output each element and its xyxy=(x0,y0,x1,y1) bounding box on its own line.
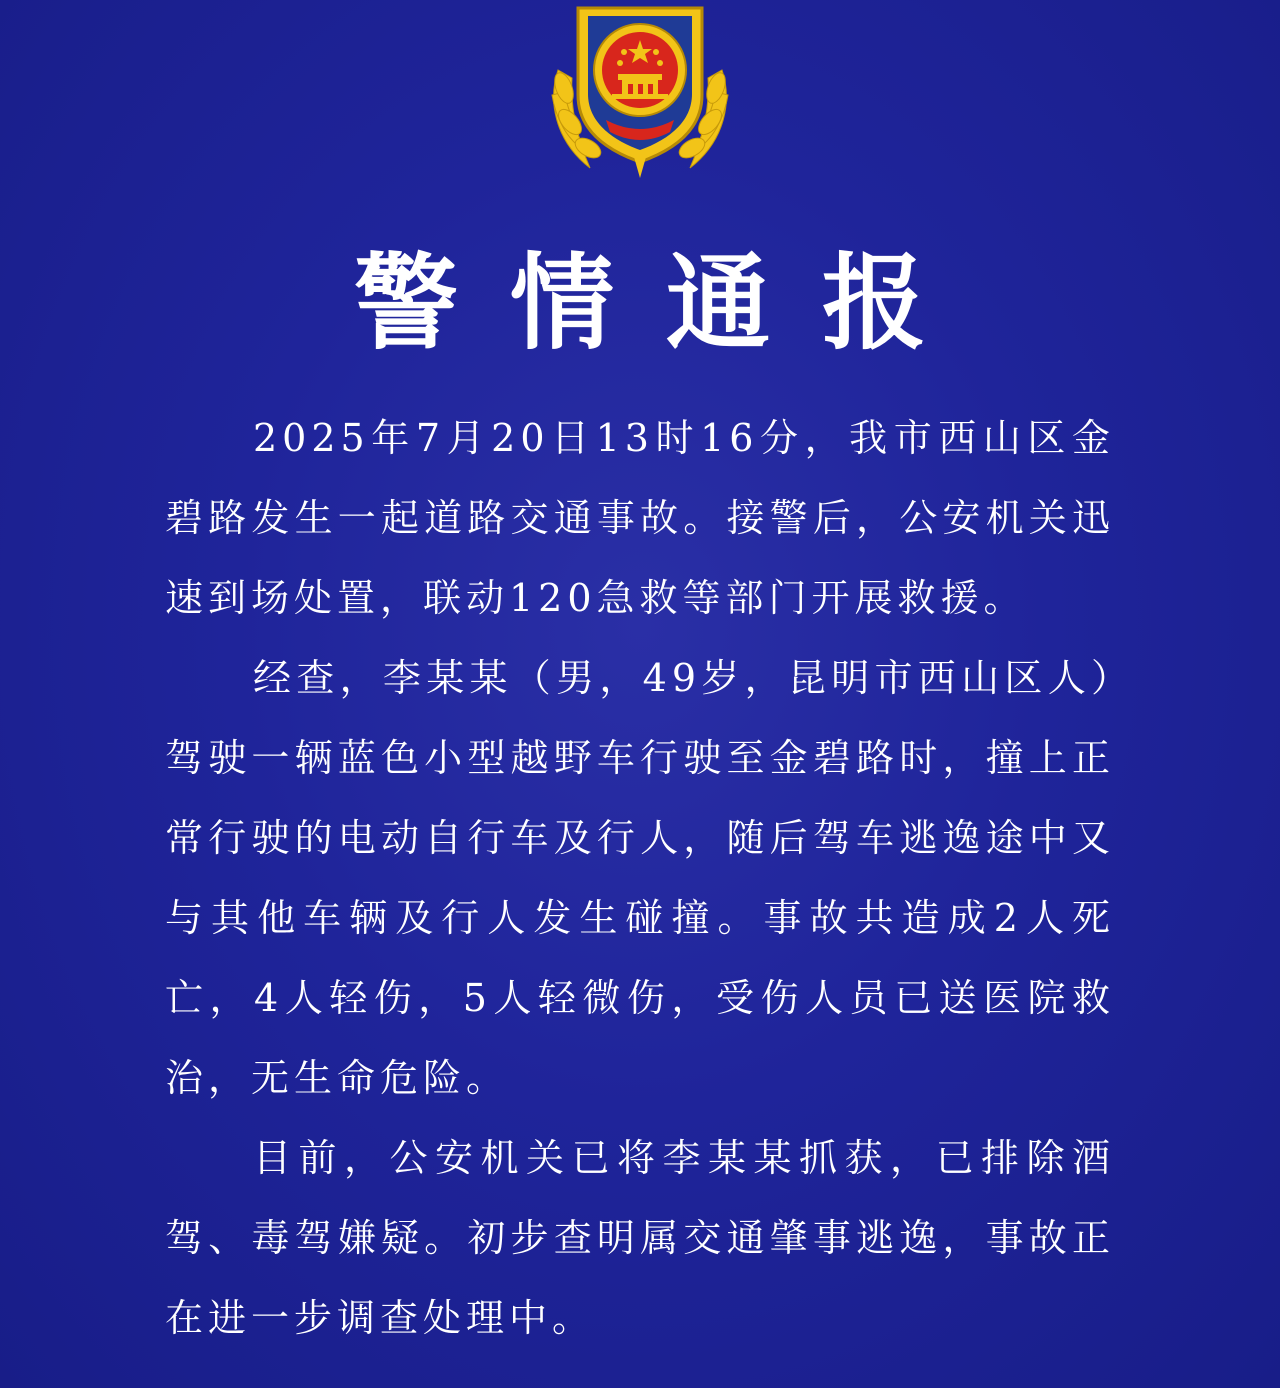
notice-title: 警情通报 xyxy=(353,242,978,364)
notice-paragraph: 经查，李某某（男，49岁，昆明市西山区人）驾驶一辆蓝色小型越野车行驶至金碧路时，撞上正常行驶的电动自行车及行人，随后驾车逃逸途中又与其他车辆及行人发生碰撞。事故共造成2人死亡，4人轻伤，5人轻微伤，受伤人员已送医院救治，无生命危险。 xyxy=(165,656,1115,1100)
notice-paragraph: 2025年7月20日13时16分，我市西山区金碧路发生一起道路交通事故。接警后，公安机关迅速到场处置，联动120急救等部门开展救援。 xyxy=(165,416,1115,620)
notice-paragraph: 目前，公安机关已将李某某抓获，已排除酒驾、毒驾嫌疑。初步查明属交通肇事逃逸，事故正在进一步调查处理中。 xyxy=(165,1136,1115,1340)
police-emblem-icon xyxy=(540,0,740,190)
notice-body xyxy=(165,398,1115,1358)
